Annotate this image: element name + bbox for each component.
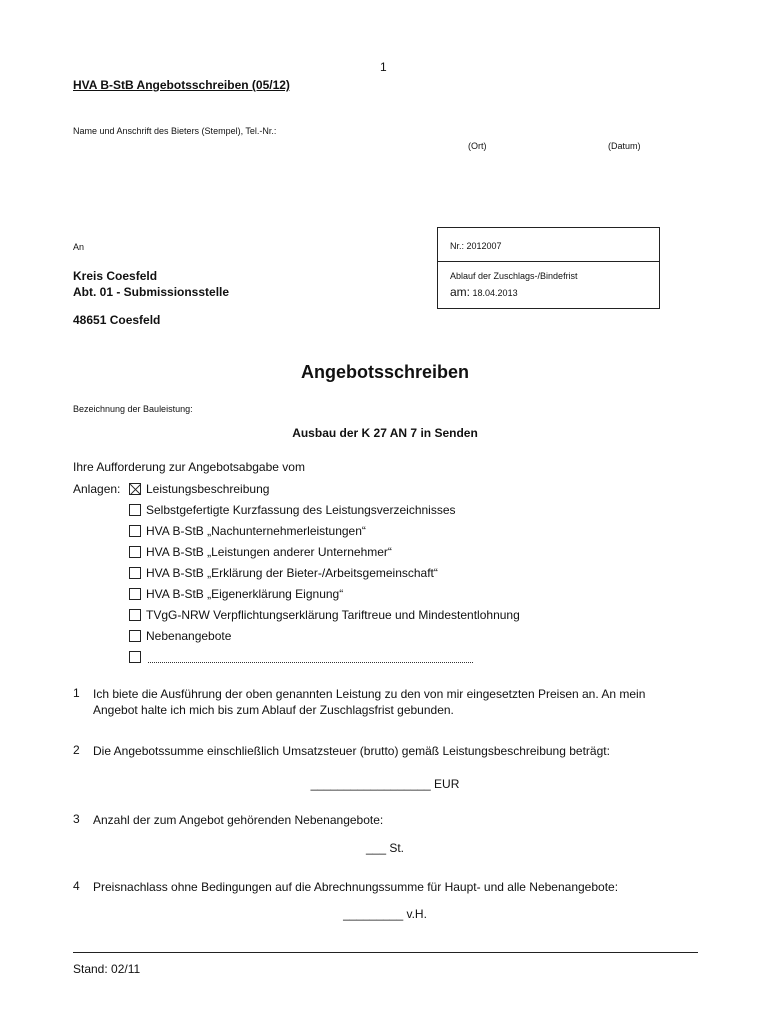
section-text <box>93 686 645 718</box>
discount-field[interactable]: _________ v.H. <box>343 907 427 921</box>
deadline-label: Ablauf der Zuschlags-/Bindefrist <box>450 271 578 281</box>
page-number: 1 <box>380 60 387 74</box>
section-number: 2 <box>73 743 80 757</box>
attachment-item[interactable] <box>129 628 231 644</box>
checkbox-icon[interactable] <box>129 588 141 600</box>
recipient-city: 48651 Coesfeld <box>73 313 161 327</box>
footer-stand: Stand: 02/11 <box>73 962 141 976</box>
deadline-date: 18.04.2013 <box>472 288 518 298</box>
attachment-item[interactable] <box>129 607 520 623</box>
checkbox-icon[interactable] <box>129 651 141 663</box>
attachment-label: HVA B-StB „Eigenerklärung Eignung“ <box>146 587 344 601</box>
recipient-name: Kreis Coesfeld <box>73 269 158 283</box>
attachment-item[interactable] <box>129 544 392 560</box>
section-text-line: Angebot halte ich mich bis zum Ablauf der Zuschlagsfrist gebunden. <box>93 703 454 717</box>
footer-rule <box>73 952 698 953</box>
attachments-label: Anlagen: <box>73 482 121 496</box>
attachment-label: HVA B-StB „Nachunternehmerleistungen“ <box>146 524 366 538</box>
checkbox-icon[interactable] <box>129 504 141 516</box>
attachment-label: Leistungsbeschreibung <box>146 482 270 496</box>
checkbox-icon[interactable] <box>129 609 141 621</box>
attachment-item[interactable] <box>129 523 366 539</box>
section-text-line: Ich biete die Ausführung der oben genannten Leistung zu den von mir eingesetzten Preisen an. An mein <box>93 687 646 701</box>
tender-number: Nr.: 2012007 <box>450 241 502 251</box>
attachment-blank-field[interactable] <box>148 652 473 663</box>
checkbox-icon[interactable] <box>129 525 141 537</box>
checkbox-icon[interactable] <box>129 567 141 579</box>
section-number: 3 <box>73 812 80 826</box>
section-number: 1 <box>73 686 80 700</box>
attachment-label: TVgG-NRW Verpflichtungserklärung Tariftreue und Mindestentlohnung <box>146 608 520 622</box>
section-number: 4 <box>73 879 80 893</box>
bidder-label: Name und Anschrift des Bieters (Stempel), Tel.-Nr.: <box>73 126 277 136</box>
alternatives-count-field[interactable]: ___ St. <box>365 841 405 855</box>
attachment-label: Nebenangebote <box>146 629 232 643</box>
request-line: Ihre Aufforderung zur Angebotsabgabe vom <box>73 460 305 474</box>
attachment-label: HVA B-StB „Leistungen anderer Unternehmer“ <box>146 545 392 559</box>
document-title: Angebotsschreiben <box>300 362 470 382</box>
attachment-label: HVA B-StB „Erklärung der Bieter-/Arbeitsgemeinschaft“ <box>146 566 438 580</box>
section-text: Preisnachlass ohne Bedingungen auf die Abrechnungssumme für Haupt- und alle Nebenangebote: <box>93 880 619 894</box>
checkbox-icon[interactable] <box>129 630 141 642</box>
place-label: (Ort) <box>468 141 487 151</box>
section-text: Anzahl der zum Angebot gehörenden Nebenangebote: <box>93 813 384 827</box>
offer-sum-field[interactable]: __________________ EUR <box>310 777 460 791</box>
attachment-label: Selbstgefertigte Kurzfassung des Leistungsverzeichnisses <box>146 503 456 517</box>
checkbox-icon[interactable] <box>129 546 141 558</box>
attachment-item[interactable] <box>129 649 473 665</box>
works-name: Ausbau der K 27 AN 7 in Senden <box>292 426 478 440</box>
checkbox-checked-icon[interactable] <box>129 483 141 495</box>
deadline <box>450 285 518 299</box>
to-label: An <box>73 242 85 252</box>
attachment-item[interactable] <box>129 565 438 581</box>
recipient-department: Abt. 01 - Submissionsstelle <box>73 285 230 299</box>
info-box-divider <box>438 261 659 262</box>
works-label: Bezeichnung der Bauleistung: <box>73 404 193 414</box>
header-title: HVA B-StB Angebotsschreiben (05/12) <box>73 78 290 92</box>
attachment-item[interactable] <box>129 502 456 518</box>
info-box <box>437 227 660 309</box>
attachment-item[interactable] <box>129 481 269 497</box>
deadline-prefix: am: <box>450 285 471 299</box>
attachment-item[interactable] <box>129 586 343 602</box>
recipient-address <box>73 268 229 300</box>
section-text: Die Angebotssumme einschließlich Umsatzsteuer (brutto) gemäß Leistungsbeschreibung beträgt: <box>93 744 610 758</box>
date-label: (Datum) <box>608 141 641 151</box>
